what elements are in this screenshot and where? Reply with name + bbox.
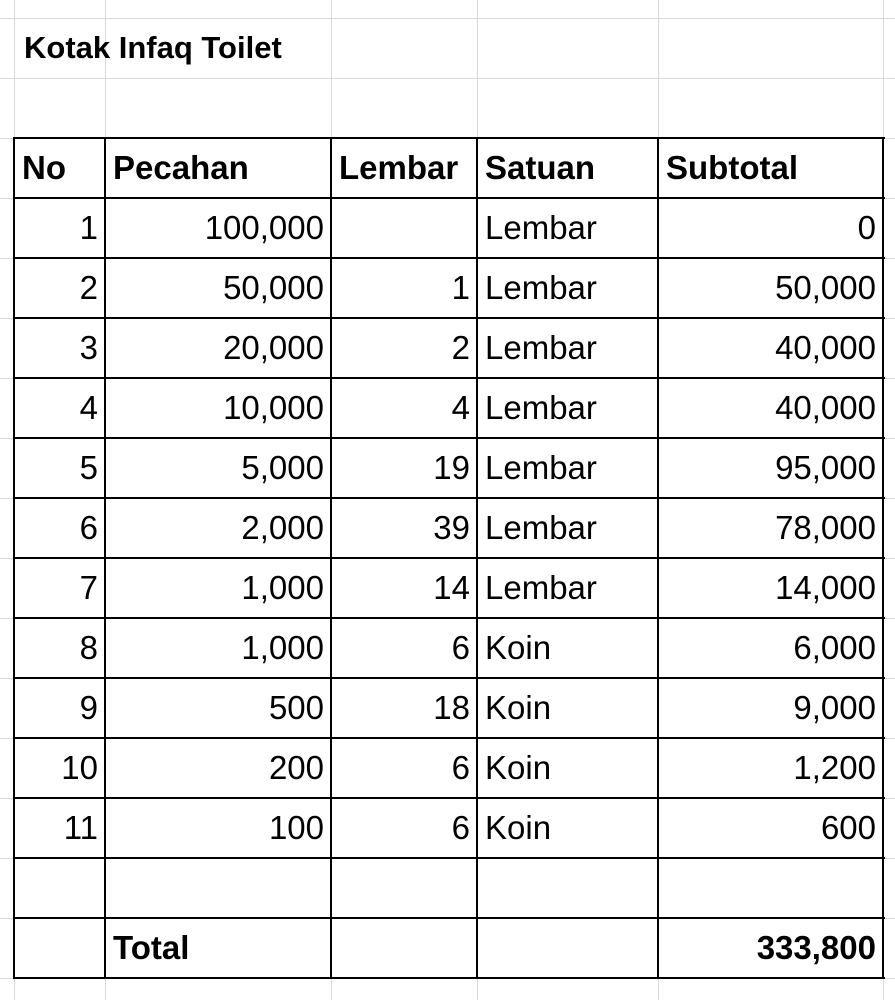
- table-cell-lembar[interactable]: [331, 198, 477, 258]
- table-cell-pecahan[interactable]: 2,000: [241, 509, 324, 546]
- table-border-horizontal: [14, 197, 885, 199]
- table-cell-pecahan[interactable]: 50,000: [223, 269, 324, 306]
- empty-cell[interactable]: [331, 858, 477, 918]
- table-cell-satuan[interactable]: Lembar: [485, 569, 597, 606]
- table-cell-subtotal[interactable]: 14,000: [775, 569, 876, 606]
- table-border-horizontal: [14, 797, 885, 799]
- table-border-horizontal: [14, 137, 885, 139]
- table-border-horizontal: [14, 737, 885, 739]
- table-border-horizontal: [14, 377, 885, 379]
- header-cell-subtotal[interactable]: Subtotal: [666, 149, 798, 186]
- table-cell-satuan[interactable]: Lembar: [485, 209, 597, 246]
- table-cell-pecahan[interactable]: 1,000: [241, 569, 324, 606]
- table-cell-no[interactable]: 1: [79, 209, 98, 246]
- table-border-horizontal: [14, 317, 885, 319]
- table-border-horizontal: [14, 557, 885, 559]
- table-cell-subtotal[interactable]: 40,000: [775, 329, 876, 366]
- table-border-vertical: [882, 137, 884, 979]
- total-row-blank-cell[interactable]: [477, 918, 658, 978]
- table-cell-pecahan[interactable]: 100,000: [204, 209, 324, 246]
- table-cell-lembar[interactable]: 6: [451, 749, 470, 786]
- table-cell-no[interactable]: 6: [79, 509, 98, 546]
- table-border-horizontal: [14, 257, 885, 259]
- table-border-vertical: [104, 137, 106, 979]
- table-border-vertical: [657, 137, 659, 979]
- table-cell-no[interactable]: 9: [79, 689, 98, 726]
- table-border-vertical: [476, 137, 478, 979]
- table-cell-satuan[interactable]: Koin: [485, 749, 552, 786]
- table-cell-subtotal[interactable]: 9,000: [793, 689, 876, 726]
- table-cell-no[interactable]: 8: [79, 629, 98, 666]
- table-cell-subtotal[interactable]: 1,200: [793, 749, 876, 786]
- table-cell-pecahan[interactable]: 500: [268, 689, 324, 726]
- header-cell-pecahan[interactable]: Pecahan: [113, 149, 249, 186]
- table-cell-lembar[interactable]: 4: [451, 389, 470, 426]
- table-border-horizontal: [14, 977, 885, 979]
- table-cell-lembar[interactable]: 39: [433, 509, 470, 546]
- table-cell-satuan[interactable]: Koin: [485, 809, 552, 846]
- gridline-horizontal: [0, 78, 895, 79]
- total-label[interactable]: Total: [113, 929, 190, 966]
- table-cell-subtotal[interactable]: 600: [820, 809, 876, 846]
- empty-cell[interactable]: [477, 858, 658, 918]
- table-cell-lembar[interactable]: 1: [451, 269, 470, 306]
- table-cell-lembar[interactable]: 14: [433, 569, 470, 606]
- header-cell-no[interactable]: No: [22, 149, 66, 186]
- table-cell-satuan[interactable]: Koin: [485, 689, 552, 726]
- table-cell-pecahan[interactable]: 1,000: [241, 629, 324, 666]
- empty-cell[interactable]: [105, 858, 331, 918]
- total-row-blank-cell[interactable]: [331, 918, 477, 978]
- table-border-horizontal: [14, 437, 885, 439]
- table-cell-lembar[interactable]: 6: [451, 809, 470, 846]
- table-cell-pecahan[interactable]: 10,000: [223, 389, 324, 426]
- table-cell-subtotal[interactable]: 95,000: [775, 449, 876, 486]
- table-cell-satuan[interactable]: Lembar: [485, 329, 597, 366]
- table-cell-satuan[interactable]: Lembar: [485, 509, 597, 546]
- table-border-horizontal: [14, 617, 885, 619]
- table-cell-no[interactable]: 4: [79, 389, 98, 426]
- table-cell-subtotal[interactable]: 6,000: [793, 629, 876, 666]
- table-border-horizontal: [14, 677, 885, 679]
- table-cell-satuan[interactable]: Koin: [485, 629, 552, 666]
- table-cell-satuan[interactable]: Lembar: [485, 269, 597, 306]
- table-cell-subtotal[interactable]: 40,000: [775, 389, 876, 426]
- table-border-vertical: [330, 137, 332, 979]
- table-cell-pecahan[interactable]: 100: [268, 809, 324, 846]
- table-border-horizontal: [14, 497, 885, 499]
- header-cell-lembar[interactable]: Lembar: [339, 149, 459, 186]
- table-cell-no[interactable]: 7: [79, 569, 98, 606]
- table-cell-lembar[interactable]: 19: [433, 449, 470, 486]
- table-cell-satuan[interactable]: Lembar: [485, 389, 597, 426]
- table-cell-pecahan[interactable]: 5,000: [241, 449, 324, 486]
- table-cell-lembar[interactable]: 18: [433, 689, 470, 726]
- table-cell-pecahan[interactable]: 200: [268, 749, 324, 786]
- table-cell-subtotal[interactable]: 50,000: [775, 269, 876, 306]
- table-cell-lembar[interactable]: 2: [451, 329, 470, 366]
- table-cell-lembar[interactable]: 6: [451, 629, 470, 666]
- table-cell-no[interactable]: 2: [79, 269, 98, 306]
- header-cell-satuan[interactable]: Satuan: [485, 149, 596, 186]
- empty-cell[interactable]: [658, 858, 883, 918]
- table-cell-no[interactable]: 11: [63, 809, 98, 846]
- table-cell-subtotal[interactable]: 0: [857, 209, 876, 246]
- table-cell-satuan[interactable]: Lembar: [485, 449, 597, 486]
- table-cell-no[interactable]: 10: [61, 749, 98, 786]
- table-cell-no[interactable]: 5: [79, 449, 98, 486]
- table-border-vertical: [13, 137, 15, 979]
- table-cell-no[interactable]: 3: [79, 329, 98, 366]
- total-value[interactable]: 333,800: [756, 929, 876, 966]
- table-cell-subtotal[interactable]: 78,000: [775, 509, 876, 546]
- table-cell-pecahan[interactable]: 20,000: [223, 329, 324, 366]
- total-row-blank-cell[interactable]: [14, 918, 105, 978]
- sheet-title[interactable]: Kotak Infaq Toilet: [24, 30, 282, 65]
- table-border-horizontal: [14, 857, 885, 859]
- empty-cell[interactable]: [14, 858, 105, 918]
- table-border-horizontal: [14, 917, 885, 919]
